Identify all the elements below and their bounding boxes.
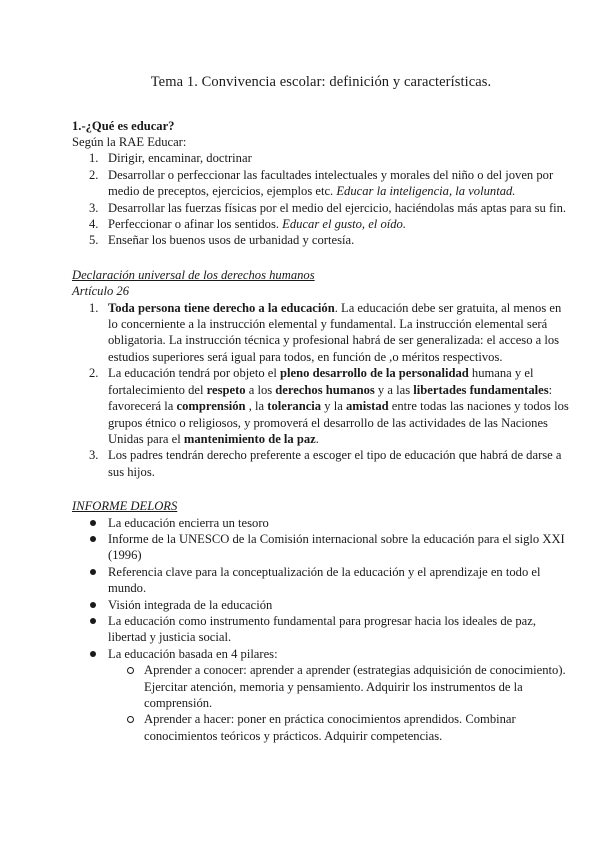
list-number: 1.	[89, 300, 99, 315]
bullet-item	[72, 564, 570, 597]
bullet-item	[72, 646, 570, 744]
list-number: 3.	[89, 448, 99, 463]
list-text: Desarrollar las fuerzas físicas por el medio del ejercicio, haciéndolas más aptas para su fin.	[108, 200, 567, 215]
section-informe-delors	[72, 498, 570, 744]
sub-bullet-list	[108, 662, 570, 744]
list-text: La educación tendrá por objeto el	[108, 366, 281, 381]
list-item	[72, 365, 570, 447]
list-text: entre todas las naciones y todos los grupos étnico o religiosos, y promoverá el desarrollo de las actividades de las Naciones Unidas para el	[108, 399, 569, 446]
circle-bullet-icon	[127, 667, 134, 674]
list-number: 2.	[89, 366, 99, 381]
sub-bullet-text: Aprender a conocer: aprender a aprender (estrategias adquisición de conocimiento). Ejercitar atención, memoria y pensamiento. Adquirir los instrumentos de la comprensión.	[144, 663, 566, 710]
bullet-text: Informe de la UNESCO de la Comisión internacional sobre la educación para el siglo XXI (1996)	[108, 531, 565, 563]
bullet-icon	[90, 569, 96, 575]
list-item	[72, 232, 570, 248]
list-number: 5.	[89, 233, 99, 248]
bold-text: mantenimiento de la paz	[183, 431, 316, 446]
section-derechos-humanos	[72, 267, 570, 480]
list-text: y la	[321, 399, 346, 414]
sub-bullet-text: Aprender a hacer: poner en práctica conocimientos aprendidos. Combinar conocimientos teóricos y prácticos. Adquirir competencias.	[144, 712, 516, 743]
sub-bullet-item	[108, 662, 570, 711]
list-text: : favorecerá la	[108, 382, 553, 414]
bullet-icon	[90, 651, 96, 657]
bullet-item	[72, 613, 570, 646]
circle-bullet-icon	[127, 716, 134, 723]
list-number: 1.	[89, 151, 99, 166]
list-text: y a las	[374, 382, 414, 397]
list-text: , la	[245, 399, 268, 414]
list-item	[72, 150, 570, 166]
bullet-icon	[90, 602, 96, 608]
bullet-item	[72, 531, 570, 564]
bold-text: libertades fundamentales	[413, 382, 549, 397]
list-item	[72, 200, 570, 216]
bullet-icon	[90, 618, 96, 624]
bullet-item	[72, 597, 570, 613]
bold-text: derechos humanos	[275, 382, 375, 397]
list-item	[72, 447, 570, 480]
bold-text: pleno desarrollo de la personalidad	[280, 366, 469, 381]
list-text: Dirigir, encaminar, doctrinar	[108, 151, 252, 166]
bullet-icon	[90, 520, 96, 526]
section-intro: Según la RAE Educar:	[72, 135, 187, 149]
sub-bullet-item	[108, 711, 570, 744]
section-heading: Declaración universal de los derechos humanos	[72, 267, 315, 282]
bullet-item	[72, 515, 570, 531]
list-text: Los padres tendrán derecho preferente a escoger el tipo de educación que habrá de darse a sus hijos.	[108, 448, 562, 479]
bullet-text: La educación como instrumento fundamental para progresar hacia los ideales de paz, libertad y justicia social.	[108, 613, 537, 645]
list-example: Educar la inteligencia, la voluntad.	[336, 184, 516, 199]
list-number: 4.	[89, 217, 99, 232]
list-example: Educar el gusto, el oído.	[282, 217, 406, 232]
list-item	[72, 300, 570, 366]
bullet-text: Visión integrada de la educación	[108, 597, 273, 612]
list-text: .	[315, 431, 319, 446]
list-text: Desarrollar o perfeccionar las facultades intelectuales y morales del niño o del joven por medio de preceptos, ejercicios, ejemplos etc.	[108, 167, 554, 199]
list-number: 2.	[89, 167, 99, 182]
section-heading: 1.-¿Qué es educar?	[72, 119, 175, 133]
bold-text: Toda persona tiene derecho a la educación	[108, 300, 335, 315]
list-number: 3.	[89, 200, 99, 215]
list-item	[72, 216, 570, 232]
bullet-icon	[90, 536, 96, 542]
list-text: Enseñar los buenos usos de urbanidad y cortesía.	[108, 233, 355, 248]
list-item	[72, 167, 570, 200]
list-text: . La educación debe ser gratuita, al menos en lo concerniente a la instrucción elemental y fundamental. La instrucción elemental será obligatoria. La instrucción técnica y profesional habrá de ser generalizada: el acceso a los estudios superiores será igual para todos, en función de ,o méritos respectivos.	[108, 300, 562, 364]
list-text: humana y el fortalecimiento del	[108, 366, 534, 397]
bold-text: respeto	[206, 382, 246, 397]
bullet-text: La educación encierra un tesoro	[108, 515, 269, 530]
section-que-es-educar	[72, 118, 570, 249]
list-text: Perfeccionar o afinar los sentidos.	[108, 217, 283, 232]
bullet-text: Referencia clave para la conceptualización de la educación y el aprendizaje en todo el mundo.	[108, 564, 541, 596]
section-heading: INFORME DELORS	[72, 499, 178, 514]
bullet-text: La educación basada en 4 pilares:	[108, 646, 278, 661]
definition-list	[72, 150, 570, 248]
page-title: Tema 1. Convivencia escolar: definición y características.	[150, 74, 492, 90]
bold-text: amistad	[345, 399, 389, 414]
bullet-list	[72, 515, 570, 745]
section-subheading: Artículo 26	[72, 284, 130, 299]
list-text: a los	[245, 382, 276, 397]
bold-text: comprensión	[176, 399, 246, 414]
bold-text: tolerancia	[267, 399, 322, 414]
article-list	[72, 300, 570, 480]
